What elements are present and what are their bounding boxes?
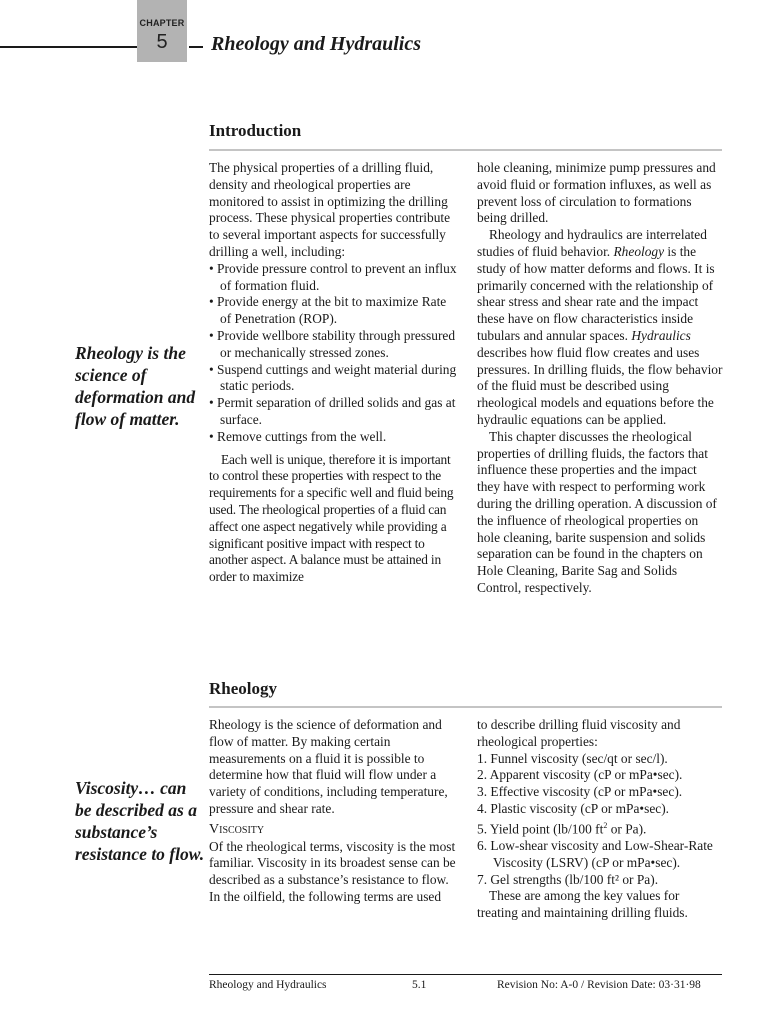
intro-paragraph-1: The physical properties of a drilling fluid, density and rheological properties are monitored to assist in optimizing the drilling process. These physical properties contribute to several important aspects for successfully drilling a well, including: [209,160,451,259]
chapter-label: CHAPTER [139,18,185,28]
introduction-right-column [477,160,723,597]
header-rule-right [189,46,203,48]
list-item: 6. Low-shear viscosity and Low-Shear-Rate Viscosity (LSRV) (cP or mPa•sec). [477,838,713,870]
introduction-left-column [209,160,459,586]
sidenote-viscosity: Viscosity… can be described as a substance’s resistance to flow. [75,778,205,864]
hydraulics-term: Hydraulics [631,327,691,343]
introduction-heading: Introduction [209,121,302,140]
viscosity-terms-list [477,751,723,889]
rheology-paragraph-3: to describe drilling fluid viscosity and rheological properties: [477,717,681,749]
chapter-title: Rheology and Hydraulics [211,33,422,55]
intro-bullet: • Provide pressure control to prevent an influx of formation fluid. [209,260,457,293]
footer-rule [209,974,722,975]
intro-paragraph-2: Each well is unique, therefore it is important to control these properties with respect to the requirements for a specific well and fluid being used. The rheological properties of a fluid can affect one aspect negatively while providing a significant positive impact with respect to another aspect. A balance must be attained in order to maximize [209,451,454,585]
rheology-heading: Rheology [209,679,277,698]
intro-bullet: • Remove cuttings from the well. [209,428,387,444]
sidenote-rheology: Rheology is the science of deformation and flow of matter. [75,343,196,429]
rheology-rule [209,706,722,708]
intro-paragraph-3: hole cleaning, minimize pump pressures and avoid fluid or formation influxes, as well as prevent loss of circulation to formations being drilled. [477,160,716,226]
header-rule-left [0,46,137,48]
intro-bullet: • Provide energy at the bit to maximize Rate of Penetration (ROP). [209,294,447,327]
intro-bullet: • Suspend cuttings and weight material during static periods. [209,361,457,394]
page-number: 5.1 [412,979,427,991]
chapter-number: 5 [156,31,168,53]
revision-info: Revision No: A-0 / Revision Date: 03·31·98 [497,979,701,991]
intro-bullet-list [209,261,459,446]
intro-paragraph-5: This chapter discusses the rheological properties of drilling fluids, the factors that influence these properties and the impact they have with respect to performing work during the drilling operation. A discussion of the influence of rheological properties on hole cleaning, barite suspension and solids separation can be found in the chapters on Hole Cleaning, Barite Sag and Solids Control, respectively. [477,428,717,595]
list-item: 2. Apparent viscosity (cP or mPa•sec). [477,767,683,783]
intro-paragraph-4: Rheology and hydraulics are interrelated studies of fluid behavior. Rheology is the study of how matter deforms and flows. It is primarily concerned with the relationship of shear stress and shear rate and the impact these have on flow characteristics inside tubulars and annular spaces. Hydraulics describes how fluid flow creates and uses pressures. In drilling fluids, the flow behavior of the fluid must be described using rheological models and equations before the hydraulic equations can be applied. [477,227,723,427]
rheology-paragraph-1: Rheology is the science of deformation and flow of matter. By making certain measurements on a fluid it is possible to determine how that fluid will flow under a variety of conditions, including temperature, pressure and shear rate. [209,717,448,816]
list-item: 5. Yield point (lb/100 $ft^2$ or Pa). [477,820,647,837]
list-item: 7. Gel strengths (lb/100 ft² or Pa). [477,871,659,887]
rheology-right-column [477,717,723,922]
viscosity-subheading: Viscosity [209,821,265,837]
list-item: 3. Effective viscosity (cP or mPa•sec). [477,784,683,800]
intro-bullet: • Provide wellbore stability through pressured or mechanically stressed zones. [209,327,456,360]
rheology-term: Rheology [613,243,665,259]
rheology-paragraph-2: Of the rheological terms, viscosity is the most familiar. Viscosity in its broadest sense can be described as a substance’s resistance to flow. In the oilfield, the following terms are used [209,838,456,904]
rheology-left-column [209,717,459,906]
list-item: 4. Plastic viscosity (cP or mPa•sec). [477,800,670,816]
intro-bullet: • Permit separation of drilled solids and gas at surface. [209,395,456,427]
rheology-paragraph-4: These are among the key values for treating and maintaining drilling fluids. [477,888,688,921]
chapter-badge [137,0,187,62]
footer-title: Rheology and Hydraulics [209,979,327,991]
list-item: 1. Funnel viscosity (sec/qt or sec/l). [477,750,668,766]
introduction-rule [209,149,722,151]
